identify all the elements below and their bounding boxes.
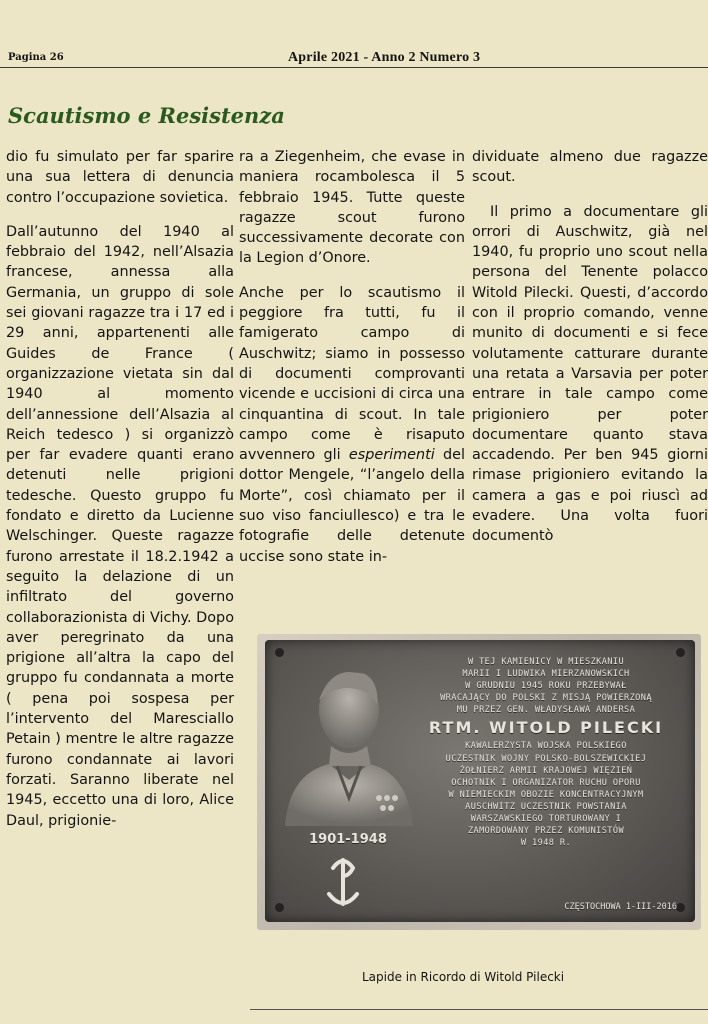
plaque-line: MU PRZEZ GEN. WŁADYSŁAWA ANDERSA xyxy=(456,705,636,716)
col2-emphasis: esperimenti xyxy=(348,447,435,464)
plaque-dates: 1901-1948 xyxy=(309,832,387,847)
article-column-2 xyxy=(239,147,465,567)
plaque-line: KAWALERZYSTA WOJSKA POLSKIEGO xyxy=(465,741,627,752)
plaque-line: WARSZAWSKIEGO TORTUROWANY I xyxy=(470,814,622,825)
plaque-line: ŻOŁNIERZ ARMII KRAJOWEJ WIĘZIEŃ xyxy=(459,765,633,776)
anchor-emblem-icon xyxy=(321,854,365,914)
plaque-line: OCHOTNIK I ORGANIZATOR RUCHU OPORU xyxy=(451,777,641,788)
col1-paragraph-2: Dall’autunno del 1940 al febbraio del 1942, nell’Alsazia francese, annessa alla Germania, un gruppo di sole sei giovani ragazze tra i 17 ed i 29 anni, appartenenti alle Guides de France ( organizzazione vietata sin dal 1940 al momento dell’annessione dell’Alsazia al Reich tedesco ) si organizzò per far evadere quanti erano detenuti nelle prigioni tedesche. Questo gruppo fu fondato e diretto da Lucienne Welschinger. Queste ragazze furono arrestate il 18.2.1942 a seguito la delazione di un infiltrato del governo collaborazionista di Vichy. Dopo aver peregrinato da una prigione all’altra la capo del gruppo fu condannata a morte ( pena poi sospesa per l’intervento del Maresciallo Petain ) mentre le altre ragazze furono condannate ai lavori forzati. Saranno liberate nel 1945, eccetto una di loro, Alice Daul, prigionie- xyxy=(6,223,234,829)
col2-text-a: Anche per lo scautismo il peggiore fra tutti, fu il famigerato campo di Auschwitz; siamo in possesso di documenti comprovanti vicende e uccisioni di circa una cinquantina di scout. In tale campo come è risaputo avvennero gli xyxy=(239,284,465,464)
memorial-plaque xyxy=(265,640,695,922)
header-divider xyxy=(0,67,708,68)
issue-info: Aprile 2021 - Anno 2 Numero 3 xyxy=(288,50,481,65)
col2-text-b: del dottor Mengele, “l’angelo della Morte”, così chiamato per il suo viso fanciullesco) e tra le fotografie delle detenute uccise sono state in- xyxy=(239,447,465,565)
col2-paragraph-2 xyxy=(239,283,465,567)
col3-paragraph-1: dividuate almeno due ragazze scout. xyxy=(472,149,708,186)
plaque-line: W GRUDNIU 1945 ROKU PRZEBYWAŁ xyxy=(465,681,627,692)
plaque-line: AUSCHWITZ UCZESTNIK POWSTANIA xyxy=(465,801,627,812)
article-column-3 xyxy=(472,147,708,547)
article-column-1 xyxy=(6,147,234,831)
plaque-bolt-icon xyxy=(676,903,685,912)
plaque-signature: CZĘSTOCHOWA 1-III-2016 xyxy=(564,902,677,912)
plaque-line: W TEJ KAMIENICY W MIESZKANIU xyxy=(467,657,625,667)
plaque-line: W 1948 R. xyxy=(520,838,572,849)
col1-paragraph-1: dio fu simulato per far sparire una sua lettera di denuncia contro l’occupazione sovietica. xyxy=(6,149,234,206)
plaque-line: WRACAJĄCY DO POLSKI Z MISJĄ POWIERZONĄ xyxy=(440,693,652,704)
plaque-line: UCZESTNIK WOJNY POLSKO-BOLSZEWICKIEJ xyxy=(445,753,647,764)
col2-paragraph-1: ra a Ziegenheim, che evase in maniera rocambolesca il 5 febbraio 1945. Tutte queste ragazze scout furono successivamente decorate con la Legion d’Onore. xyxy=(239,149,465,267)
page-number: Pagina 26 xyxy=(8,52,64,63)
plaque-name: RTM. WITOLD PILECKI xyxy=(428,718,664,738)
photo-caption: Lapide in Ricordo di Witold Pilecki xyxy=(362,970,565,984)
plaque-photo xyxy=(257,634,701,930)
footer-divider xyxy=(250,1009,708,1010)
plaque-line: W NIEMIECKIM OBOZIE KONCENTRACYJNYM xyxy=(448,789,644,800)
col3-paragraph-2: Il primo a documentare gli orrori di Auschwitz, già nel 1940, fu proprio uno scout nella persona del Tenente polacco Witold Pilecki. Questi, d’accordo con il proprio comando, venne munito di documenti e si fece volutamente catturare durante una retata a Varsavia per poter entrare in tale campo come prigioniero per poter documentare quanto stava accadendo. Per ben 945 giorni rimase prigioniero evitando la camera a gas e poi riuscì ad evadere. Una volta fuori documentò xyxy=(472,203,708,545)
plaque-line: MARII I LUDWIKA MIERZANOWSKICH xyxy=(462,669,630,680)
plaque-inscription xyxy=(400,656,692,849)
article-title: Scautismo e Resistenza xyxy=(8,103,285,128)
plaque-line: ZAMORDOWANY PRZEZ KOMUNISTÓW xyxy=(467,826,625,837)
